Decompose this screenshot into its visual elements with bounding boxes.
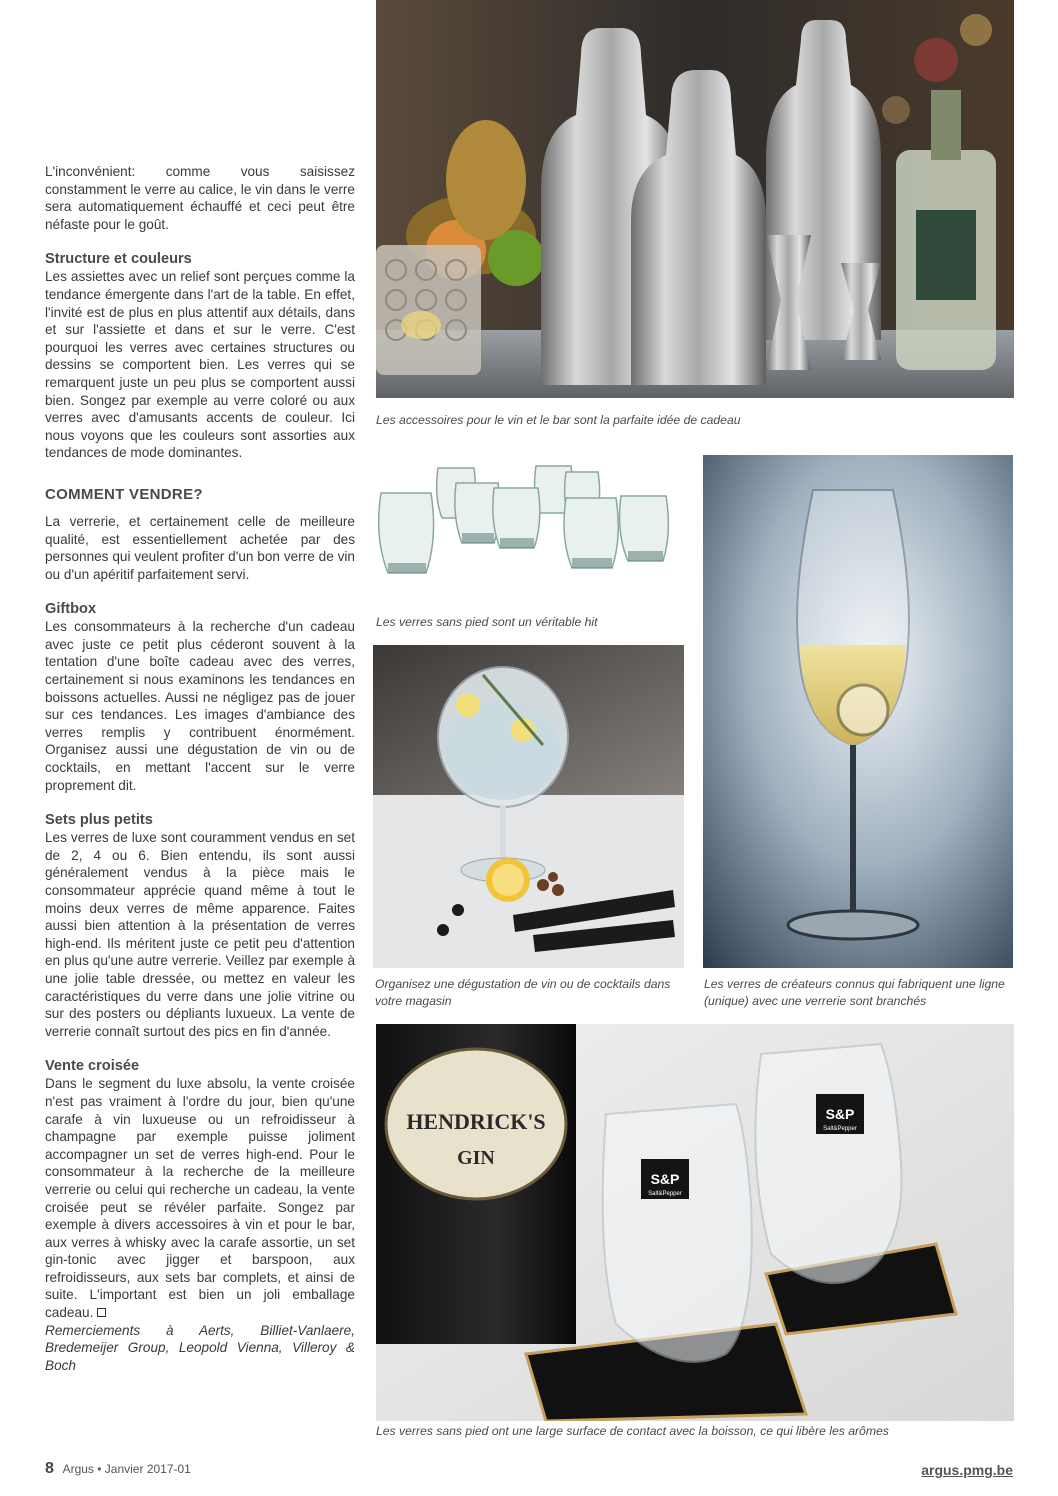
caption-designer-glass: Les verres de créateurs connus qui fabriquent une ligne (unique) avec une verrerie sont branchés <box>704 977 1005 1008</box>
website-link[interactable]: argus.pmg.be <box>921 1462 1013 1478</box>
heading-vente-croisee: Vente croisée <box>45 1058 140 1075</box>
photo-gin-tonic <box>373 645 684 968</box>
article-text-column <box>45 163 355 1374</box>
intro-paragraph: L'inconvénient: comme vous saisissez constamment le verre au calice, le vin dans le verre sera automatiquement échauffé et ceci peut être néfaste pour le goût. <box>45 164 355 232</box>
vente-croisee-text: Dans le segment du luxe absolu, la vente croisée n'est pas vraiment à l'ordre du jour, bien qu'une carafe à vin luxueuse ou un refroidisseur à champagne par exemple puisse joliment accompagner un set de verres high-end. Pour le consommateur à la recherche de la meilleure verrerie ou celui qui recherche un cadeau, la vente croisée peut se révéler parfaite. Songez par exemple à divers accessoires à vin et pour le bar, aux verres à whisky avec la carafe assortie, un set gin-tonic avec jigger et barspoon, aux refroidisseurs, aux sets bar complets, et ainsi de suite. L'important est bien un joli emballage cadeau. <box>45 1076 355 1321</box>
bottle-type-text: GIN <box>457 1147 495 1169</box>
caption-tumblers: Les verres sans pied sont un véritable hit <box>376 615 598 629</box>
paragraph-giftbox: Les consommateurs à la recherche d'un cadeau avec juste ce petit plus céderont souvent à la tentation d'une boîte cadeau avec des verres, certainement si nous examinons les tendances en boissons actuelles. Aussi ne négligez pas de jouer sur ces tendances. Les images d'ambiance des verres remplis y contribuent énormément. Organisez aussi une dégustation de vin ou de cocktails, en mettant l'accent sur le verre proprement dit. <box>45 619 355 793</box>
heading-giftbox: Giftbox <box>45 601 97 618</box>
paragraph-vente-croisee <box>45 1075 355 1321</box>
credits-text: Remerciements à Aerts, Billiet-Vanlaere, Bredemeijer Group, Leopold Vienna, Villeroy & Boch <box>45 1322 355 1373</box>
footer-left <box>45 1460 191 1478</box>
glass-logo-back-sub: Salt&Pepper <box>823 1126 857 1132</box>
photo-designer-glass <box>703 455 1013 968</box>
photo-shakers <box>376 0 1014 398</box>
glass-logo-front: S&P <box>650 1171 680 1187</box>
page-number: 8 <box>45 1460 54 1477</box>
end-of-article-square-icon <box>97 1308 106 1317</box>
heading-comment-vendre: COMMENT VENDRE? <box>45 485 203 503</box>
paragraph-sets: Les verres de luxe sont couramment vendus en set de 2, 4 ou 6. Bien entendu, ils sont aussi généralement vendus à la pièce mais le consommateur apprécie quand même à tout le moins deux verres de même apparence. Faites aussi bien attention à la présentation de verres high-end. Ils méritent juste ce petit peu d'attention en plus qu'une autre verrerie. Veillez par exemple à une jolie table dressée, ou mettez en valeur les caractéristiques du verre dans une jolie vitrine ou sur des posters ou dépliants luxueux. La vente de verrerie connaît surtout des pics en fin d'année. <box>45 830 355 1039</box>
caption-gin-tonic: Organisez une dégustation de vin ou de cocktails dans votre magasin <box>375 977 671 1008</box>
photo-tumblers <box>376 458 686 600</box>
glass-logo-front-sub: Salt&Pepper <box>648 1191 682 1197</box>
magazine-issue: Argus • Janvier 2017-01 <box>62 1462 191 1476</box>
heading-structure: Structure et couleurs <box>45 251 192 268</box>
caption-shakers: Les accessoires pour le vin et le bar sont la parfaite idée de cadeau <box>376 413 741 427</box>
bottle-brand-text: HENDRICK'S <box>406 1109 546 1134</box>
glass-logo-back: S&P <box>825 1106 855 1122</box>
paragraph-comment-vendre: La verrerie, et certainement celle de meilleure qualité, est essentiellement achetée par des personnes qui veulent profiter d'un bon verre de vin ou d'un apéritif parfaitement servi. <box>45 513 355 582</box>
caption-hendricks: Les verres sans pied ont une large surface de contact avec la boisson, ce qui libère les arômes <box>376 1424 889 1438</box>
heading-sets: Sets plus petits <box>45 812 153 829</box>
paragraph-structure: Les assiettes avec un relief sont perçues comme la tendance émergente dans l'art de la table. En effet, l'invité est de plus en plus attentif aux détails, dans et sur l'assiette et dans et sur le verre. C'est pourquoi les verres avec certaines structures ou dessins se comportent bien. Les verres qui se remarquent juste un peu plus se comportent aussi bien. Songez par exemple au verre coloré ou aux verres avec d'amusants accents de couleur. Ici nous voyons que les couleurs sont assorties aux tendances de mode dominantes. <box>45 269 355 461</box>
photo-hendricks-gin <box>376 1024 1014 1421</box>
